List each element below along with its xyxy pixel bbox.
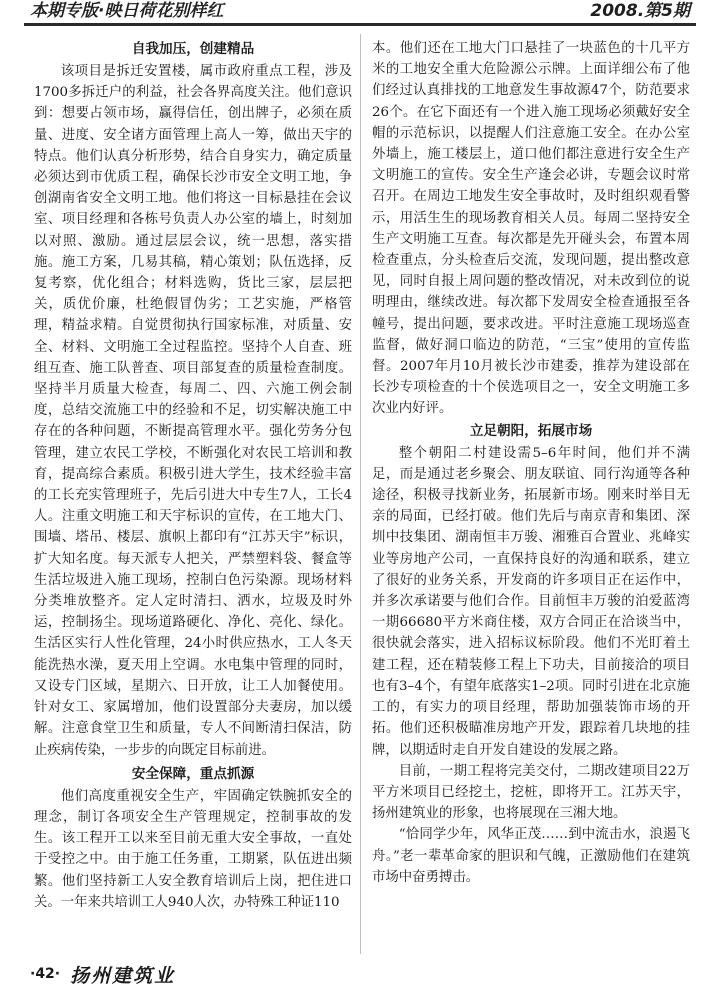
section-heading: 安全保障，重点抓源	[131, 765, 255, 782]
section-heading: 自我加压，创建精品	[131, 41, 255, 57]
right-column	[372, 38, 690, 888]
body-paragraph-continued: 本。他们还在工地大门口悬挂了一块蓝色的十几平方米的工地安全重大危险源公示牌。上面详细公布了他们经过认真排找的工地意发生事故源47个，防范要求26个。在它下面还有一个进入施工现场必须戴好安全帽的示范标识，以提醒人们注意施工安全。在办公室外墙上，施工楼层上，道口他们都注意进行安全生产文明施工的宣传。安全生产逢会必讲，专题会议时常召开。在周边工地发生安全事故时，及时组织观看警示，用活生生的现场教育相关人员。每周二坚持安全生产文明施工互查。每次都是先开碰头会，布置本周检查重点，分头检查后交流，发现问题，提出整改意见，同时自报上周问题的整改情况，对未改到位的说明理由，继续改进。每次都下发周安全检查通报至各幢号，提出问题，要求改进。平时注意施工现场巡查监督，做好洞口临边的防范，“三宝”使用的宣传监督。2007年月10月被长沙市建委，推荐为建设部在长沙专项检查的十个侯选项目之一，安全文明施工多次业内好评。	[372, 41, 690, 417]
issue-column-title: 本期专版·映日荷花别样红	[30, 1, 224, 21]
body-paragraph: 该项目是拆迁安置楼，属市政府重点工程，涉及1700多拆迁户的利益，社会各界高度关注。他们意识到：想要占领市场，赢得信任，创出牌子，必须在质量、进度、安全诸方面管理上高人一筹，做出天宇的特点。他们认真分析形势，结合自身实力，确定质量必须达到市优质工程，确保长沙市安全文明工地，争创湖南省安全文明工地。他们将这一目标悬挂在会议室、项目经理和各栋号负责人办公室的墙上，时刻加以对照、激励。通过层层会议，统一思想，落实措施。施工方案，几易其稿，精心策划；队伍选择，反复考察，优化组合；材料选购，货比三家，层层把关，质优价廉，杜绝假冒伪劣；工艺实施，严格管理，精益求精。自觉贯彻执行国家标准，对质量、安全、材料、文明施工全过程监控。坚持个人自查、班组互查、施工队普查、项目部复查的质量检查制度。坚持半月质量大检查，每周二、四、六施工例会制度，总结交流施工中的经验和不足，切实解决施工中存在的各种问题，不断提高管理水平。强化劳务分包管理，建立农民工学校，不断强化对农民工培训和教育，提高综合素质。积极引进大学生，技术经验丰富的工长充实管理班子，先后引进大中专生7人，工长4人。注重文明施工和天宇标识的宣传，在工地大门、围墙、塔吊、楼层、旗帜上都印有“江苏天宇”标识，扩大知名度。每天派专人把关，严禁塑料袋、餐盒等生活垃圾进入施工现场，控制白色污染源。现场材料分类堆放整齐。定人定时清扫、洒水，垃圾及时外运，控制扬尘。现场道路硬化、净化、亮化、绿化。生活区实行人性化管理，24小时供应热水，工人冬天能洗热水澡，夏天用上空调。水电集中管理的同时，又设专门区域，星期六、日开放，让工人加餐使用。针对女工、家属增加，他们设置部分夫妻房，加以缓解。注意食堂卫生和质量，专人不间断清扫保洁，防止疾病传染，一步步的向既定目标前进。	[34, 64, 352, 758]
page-number: ·42·	[30, 966, 61, 982]
section-heading: 立足朝阳，拓展市场	[469, 422, 593, 439]
magazine-logo: 扬州建筑业	[70, 964, 176, 987]
column-divider	[360, 34, 361, 954]
page-footer	[30, 959, 175, 989]
issue-number: 2008.第5期	[590, 1, 690, 21]
body-paragraph: “恰同学少年，风华正茂……到中流击水，浪遏飞舟。”老一辈革命家的胆识和气魄，正激励他们在建筑市场中奋勇搏击。	[372, 827, 690, 885]
body-paragraph: 他们高度重视安全生产，牢固确定铁腕抓安全的理念，制订各项安全生产管理规定，控制事故的发生。该工程开工以来至目前无重大安全事故，一直处于受控之中。由于施工任务重，工期紧，队伍进出频繁。他们坚持新工人安全教育培训后上岗，把住进口关。一年来共培训工人940人次，办特殊工种证110	[34, 788, 352, 910]
body-paragraph: 目前，一期工程将完美交付，二期改建项目22万平方米项目已经挖土，挖桩，即将开工。江苏天宇，扬州建筑业的形象，也将展现在三湘大地。	[372, 763, 690, 822]
page-header	[24, 0, 696, 26]
left-column	[34, 38, 352, 913]
body-paragraph: 整个朝阳二村建设需5–6年时间，他们并不满足，而是通过老乡聚会、朋友联谊、同行沟通等各种途径，积极寻找新业务，拓展新市场。刚来时举目无亲的局面，已经打破。他们先后与南京青和集团、深圳中技集团、湖南恒丰万骏、湘雅百合置业、兆峰实业等房地产公司，一直保持良好的沟通和联系，建立了很好的业务关系，开发商的许多项目正在运作中，并多次承诺要与他们合作。目前恒丰万骏的泊爱蓝湾一期66680平方米商住楼，双方合同正在洽谈当中，很快就会落实，进入招标议标阶段。他们不光盯着土建工程，还在精装修工程上下功夫，目前接洽的项目也有3–4个，有望年底落实1–2项。同时引进在北京施工的，有实力的项目经理，帮助加强装饰市场的开拓。他们还积极瞄准房地产开发，跟踪着几块地的挂牌，以期适时走自开发自建设的发展之路。	[372, 445, 690, 758]
